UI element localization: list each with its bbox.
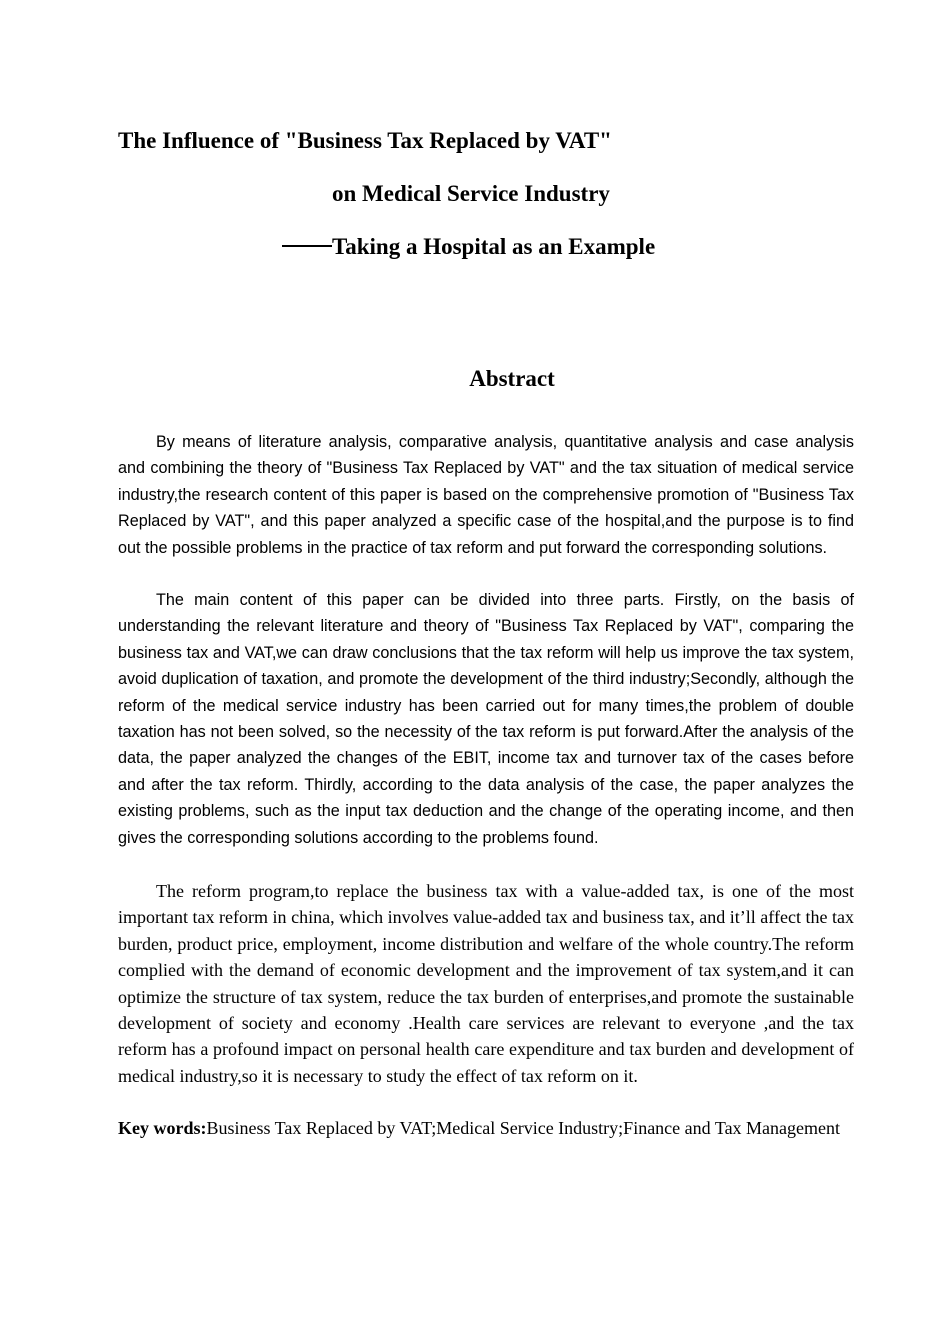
em-dash-rule bbox=[282, 245, 332, 247]
title-line-1: The Influence of "Business Tax Replaced by VAT" bbox=[118, 128, 612, 153]
abstract-paragraph-3: The reform program,to replace the business tax with a value-added tax, is one of the most important tax reform in china, which involves value-added tax and business tax, and it’ll affect the tax burden, product price, employment, income distribution and welfare of the whole country.The reform complied with the demand of economic development and the improvement of tax system,and it can optimize the structure of tax system, reduce the tax burden of enterprises,and promote the sustainable development of society and economy .Health care services are relevant to everyone ,and the tax reform has a profound impact on personal health care expenditure and tax burden and development of medical industry,so it is necessary to study the effect of tax reform on it. bbox=[118, 881, 854, 1086]
keywords-text: Business Tax Replaced by VAT;Medical Service Industry;Finance and Tax Management bbox=[206, 1118, 841, 1138]
title-line-3 bbox=[282, 232, 655, 262]
title-line-2: on Medical Service Industry bbox=[332, 181, 610, 206]
subtitle-text: Taking a Hospital as an Example bbox=[332, 234, 656, 259]
abstract-heading: Abstract bbox=[469, 366, 555, 391]
keywords-label: Key words: bbox=[118, 1118, 207, 1138]
keywords-line bbox=[118, 1115, 854, 1141]
abstract-paragraph-1: By means of literature analysis, comparative analysis, quantitative analysis and case analysis and combining the theory of "Business Tax Replaced by VAT" and the tax situation of medical service industry,the research content of this paper is based on the comprehensive promotion of "Business Tax Replaced by VAT", and this paper analyzed a specific case of the hospital,and the purpose is to find out the possible problems in the practice of tax reform and put forward the corresponding solutions. bbox=[118, 433, 854, 557]
abstract-paragraph-2: The main content of this paper can be divided into three parts. Firstly, on the basis of understanding the relevant literature and theory of "Business Tax Replaced by VAT", comparing the business tax and VAT,we can draw conclusions that the tax reform will help us improve the tax system, avoid duplication of taxation, and promote the development of the third industry;Secondly, although the reform of the medical service industry has been carried out for many times,the problem of double taxation has not been solved, so the necessity of the tax reform is put forward.After the analysis of the data, the paper analyzed the changes of the EBIT, income tax and turnover tax of the cases before and after the tax reform. Thirdly, according to the data analysis of the case, the paper analyzes the existing problems, such as the input tax deduction and the change of the operating income, and then gives the corresponding solutions according to the problems found. bbox=[118, 591, 854, 847]
